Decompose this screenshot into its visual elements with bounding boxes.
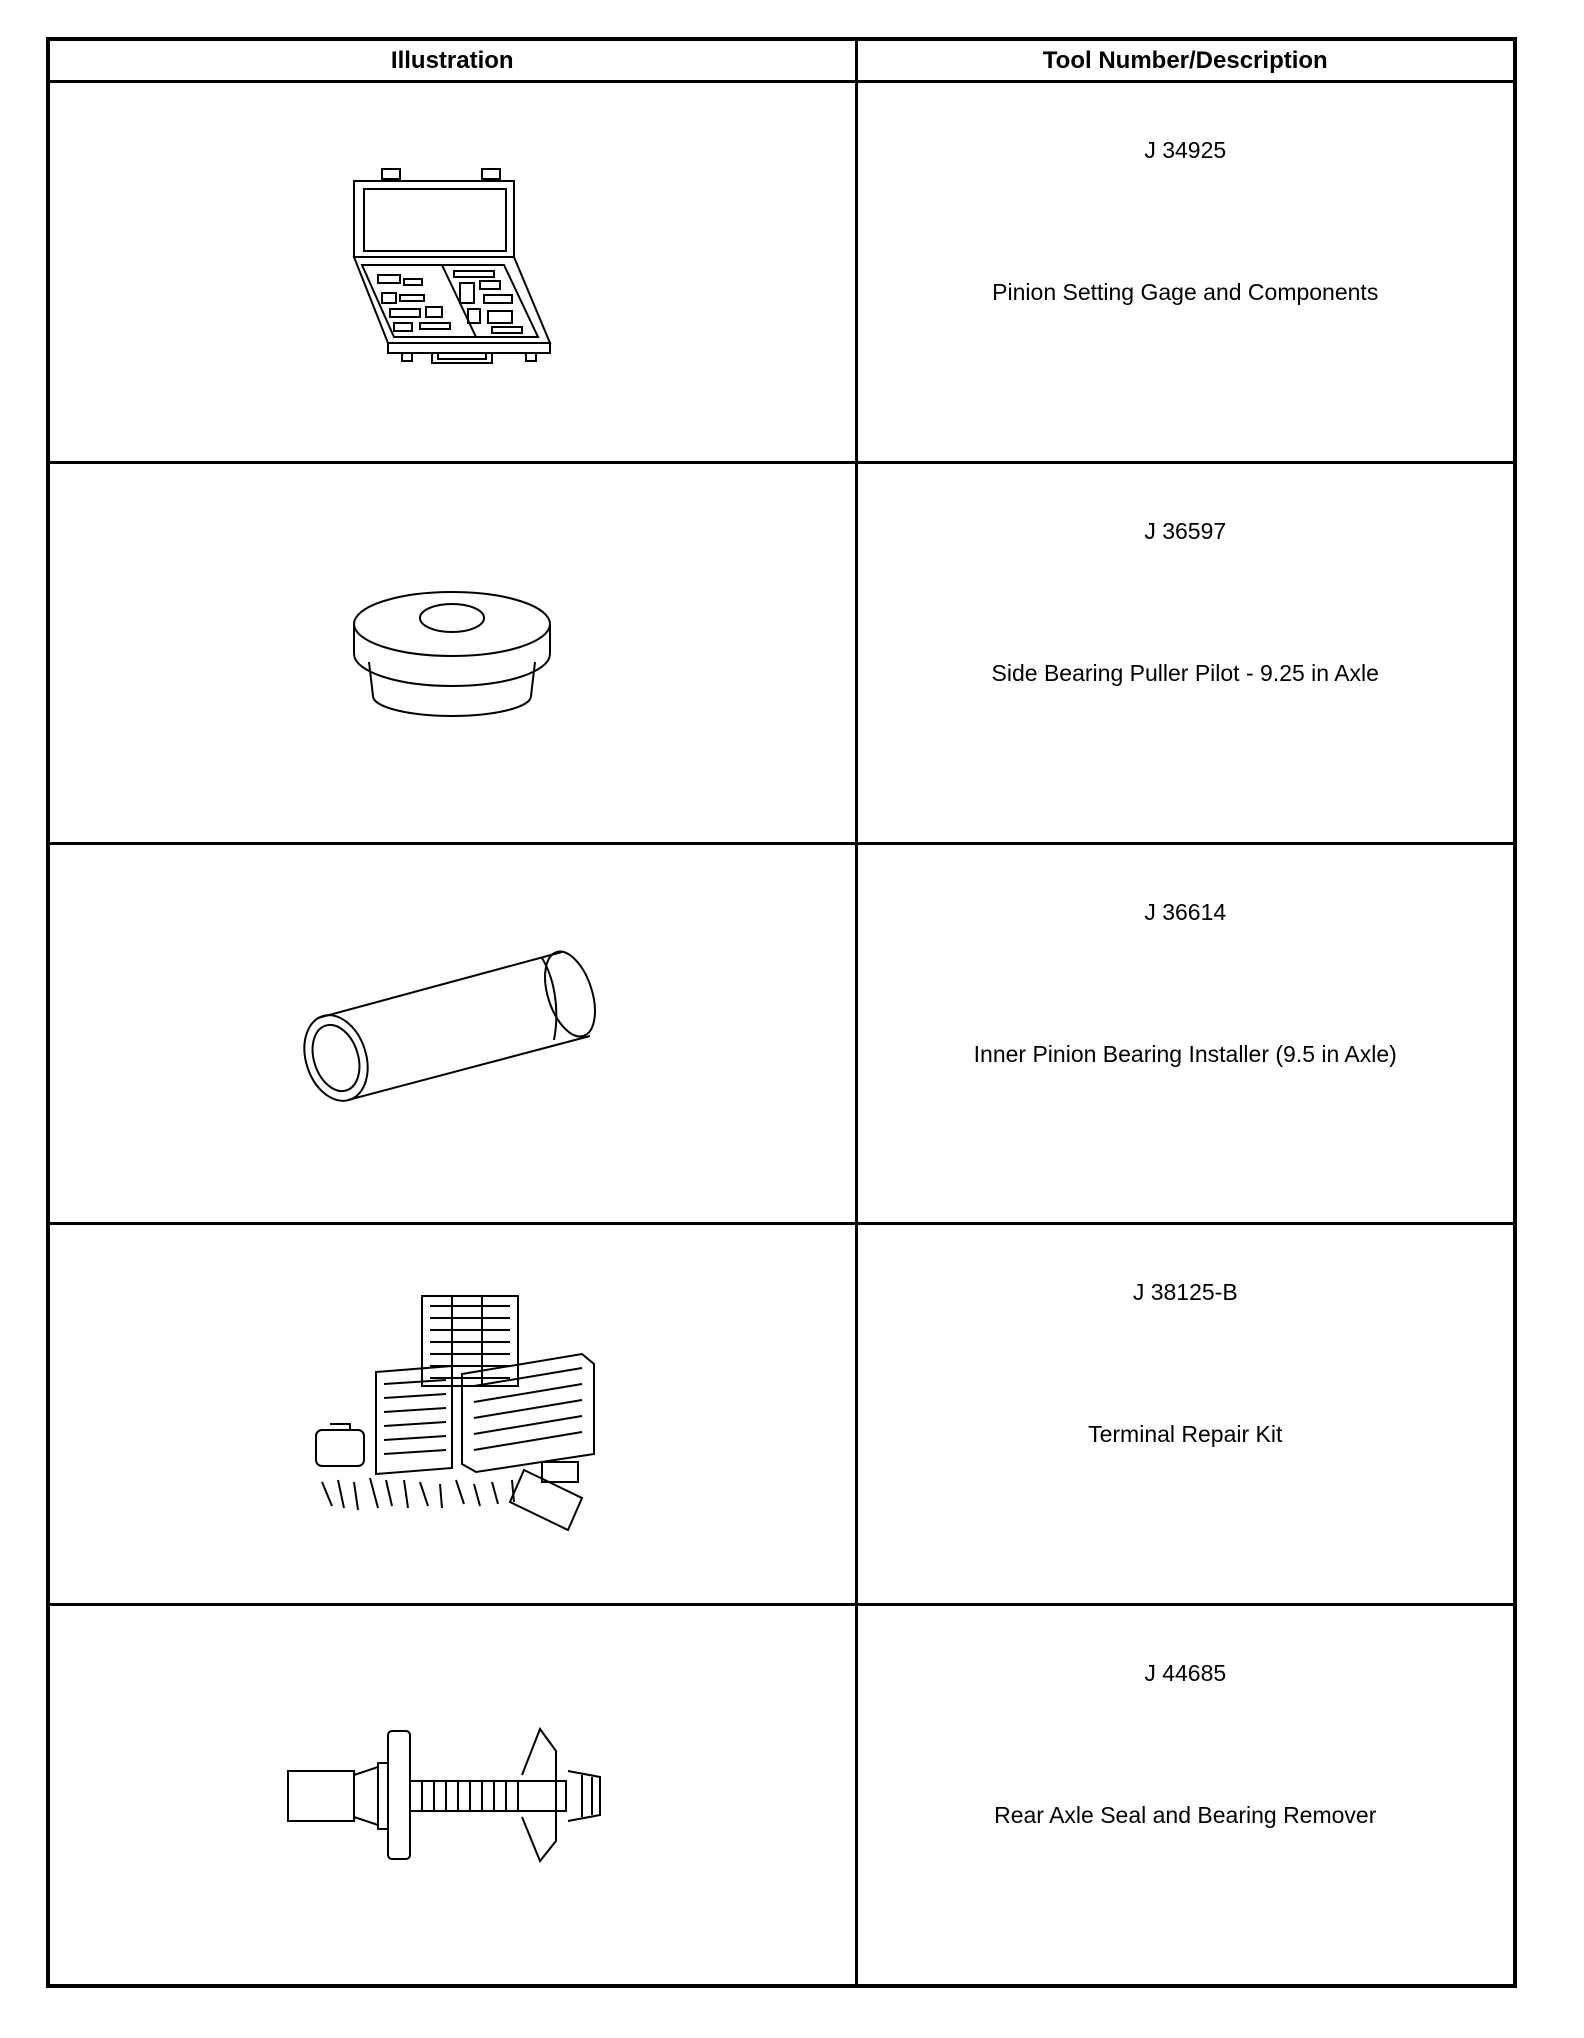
tool-description: Inner Pinion Bearing Installer (9.5 in Axle) bbox=[973, 1040, 1397, 1067]
description-cell bbox=[856, 462, 1515, 843]
bearing-installer-icon bbox=[292, 948, 612, 1118]
description-cell bbox=[856, 1224, 1515, 1605]
tool-case-icon bbox=[342, 167, 562, 377]
table-row bbox=[48, 82, 1515, 463]
table-row bbox=[48, 462, 1515, 843]
illustration-cell bbox=[48, 462, 856, 843]
tool-description: Rear Axle Seal and Bearing Remover bbox=[994, 1802, 1377, 1829]
illustration-cell bbox=[48, 82, 856, 463]
description-cell bbox=[856, 843, 1515, 1224]
tool-number: J 36597 bbox=[1144, 517, 1227, 544]
table-row bbox=[48, 1605, 1515, 1986]
seal-bearing-remover-icon bbox=[282, 1725, 622, 1865]
terminal-repair-kit-icon bbox=[292, 1294, 612, 1534]
tool-description: Side Bearing Puller Pilot - 9.25 in Axle bbox=[991, 659, 1379, 686]
illustration-cell bbox=[48, 1224, 856, 1605]
tool-number: J 36614 bbox=[1144, 898, 1227, 925]
tool-table bbox=[46, 37, 1517, 1988]
tool-number: J 38125-B bbox=[1132, 1279, 1238, 1306]
table-row bbox=[48, 843, 1515, 1224]
table-row bbox=[48, 1224, 1515, 1605]
header-illustration: Illustration bbox=[48, 39, 856, 82]
tool-number: J 44685 bbox=[1144, 1660, 1227, 1687]
illustration-cell bbox=[48, 843, 856, 1224]
description-cell bbox=[856, 1605, 1515, 1986]
illustration-cell bbox=[48, 1605, 856, 1986]
tool-description: Terminal Repair Kit bbox=[1088, 1421, 1283, 1448]
tool-description: Pinion Setting Gage and Components bbox=[992, 279, 1379, 305]
header-tool-number-description: Tool Number/Description bbox=[856, 39, 1515, 82]
description-cell bbox=[856, 82, 1515, 463]
puller-pilot-icon bbox=[347, 588, 557, 718]
tool-number: J 34925 bbox=[1144, 137, 1227, 163]
